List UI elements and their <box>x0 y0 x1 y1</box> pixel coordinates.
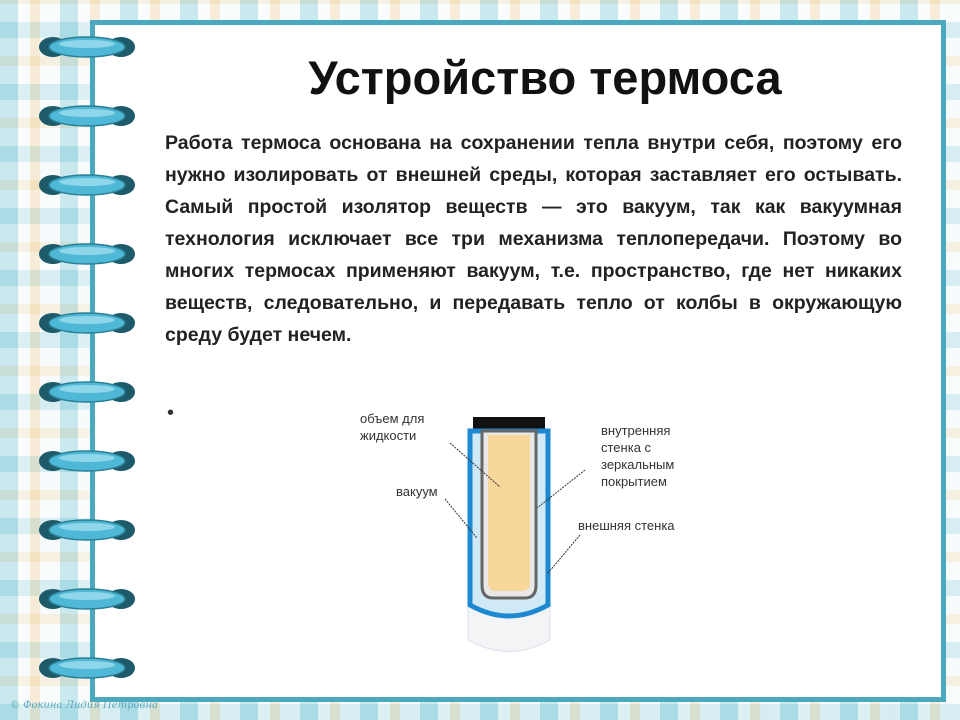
binding-ring-icon <box>37 450 137 472</box>
binding-ring-icon <box>37 36 137 58</box>
binding-ring-icon <box>37 519 137 541</box>
binding-ring-icon <box>37 312 137 334</box>
label-outer-wall: внешняя стенка <box>578 518 675 533</box>
binding-ring-icon <box>37 243 137 265</box>
label-inner-wall: внутренняя стенка с зеркальным покрытием <box>601 423 675 489</box>
label-liquid-volume: объем для жидкости <box>360 411 425 443</box>
liquid-volume <box>488 435 530 591</box>
binding-ring-icon <box>37 381 137 403</box>
binding-ring-icon <box>37 588 137 610</box>
bullet: • <box>167 402 175 424</box>
watermark: © Фокина Лидия Петровна <box>10 700 158 711</box>
body-paragraph: Работа термоса основана на сохранении тепла внутри себя, поэтому его нужно изолировать от внешней среды, которая заставляет его остывать. Самый простой изолятор веществ — это вакуум, так как вакуумная технология исключает все три механизма теплопередачи. Поэтому во многих термосах применяют вакуум, т.е. пространство, где нет никаких веществ, следовательно, и передавать тепло от колбы в окружающую среду будет нечем. <box>165 132 902 346</box>
binding-ring-icon <box>37 105 137 127</box>
binding-ring-icon <box>37 657 137 679</box>
label-vacuum: вакуум <box>396 484 438 499</box>
slide-title: Устройство термоса <box>308 51 782 104</box>
binding-ring-icon <box>37 174 137 196</box>
